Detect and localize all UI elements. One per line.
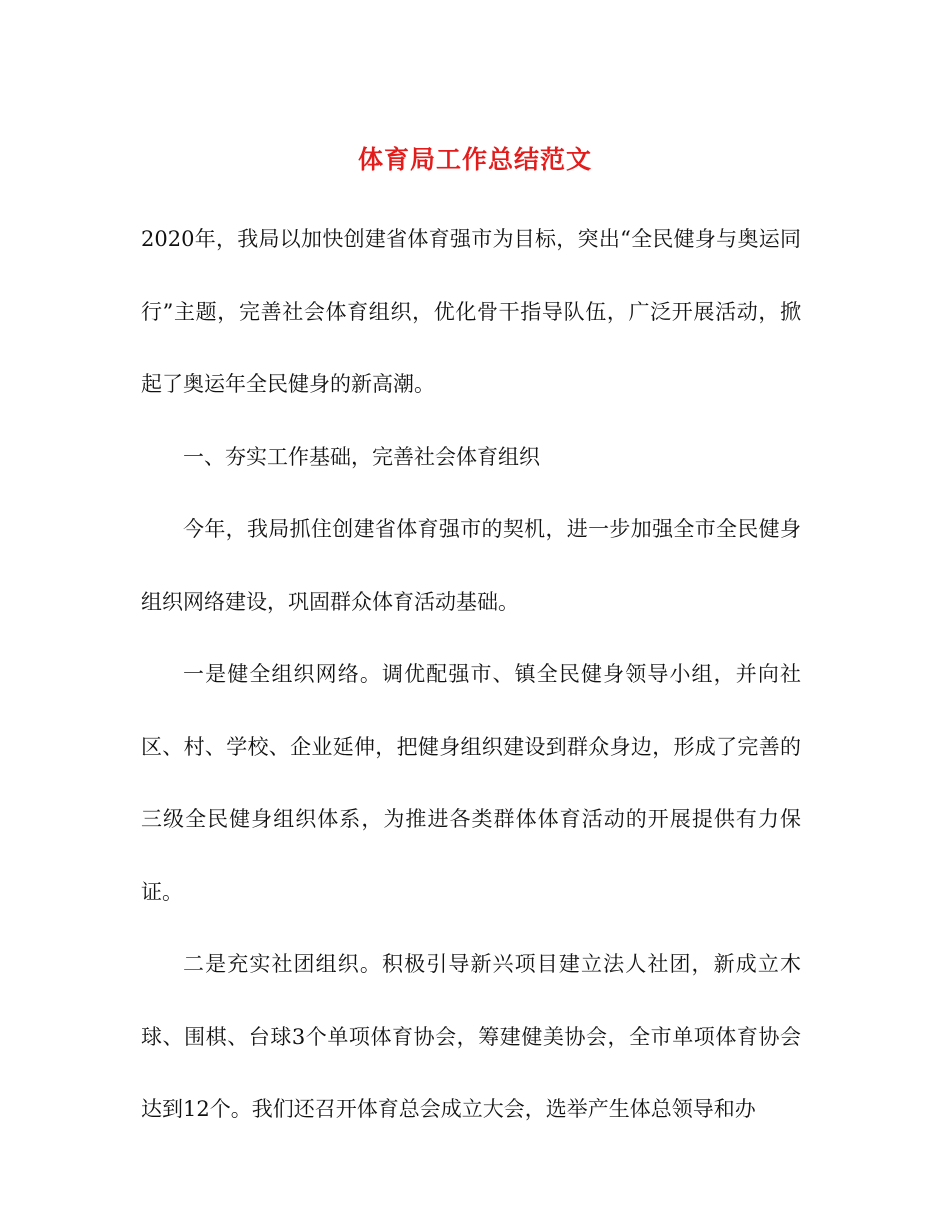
paragraph-intro: 2020年，我局以加快创建省体育强市为目标，突出“全民健身与奥运同行”主题，完善社会体育组织，优化骨干指导队伍，广泛开展活动，掀起了奥运年全民健身的新高潮。 [141,227,801,396]
document-title: 体育局工作总结范文 [357,145,592,174]
document-body [141,203,801,1146]
paragraph-item-two: 二是充实社团组织。积极引导新兴项目建立法人社团，新成立木球、围棋、台球3个单项体育协会，筹建健美协会，全市单项体育协会达到12个。我们还召开体育总会成立大会，选举产生体总领导和办 [141,952,801,1121]
paragraph-item-one: 一是健全组织网络。调优配强市、镇全民健身领导小组，并向社区、村、学校、企业延伸，把健身组织建设到群众身边，形成了完善的三级全民健身组织体系，为推进各类群体体育活动的开展提供有力保证。 [141,662,801,904]
paragraph-section-intro: 今年，我局抓住创建省体育强市的契机，进一步加强全市全民健身组织网络建设，巩固群众体育活动基础。 [141,517,801,614]
section-heading: 一、夯实工作基础，完善社会体育组织 [183,444,540,469]
